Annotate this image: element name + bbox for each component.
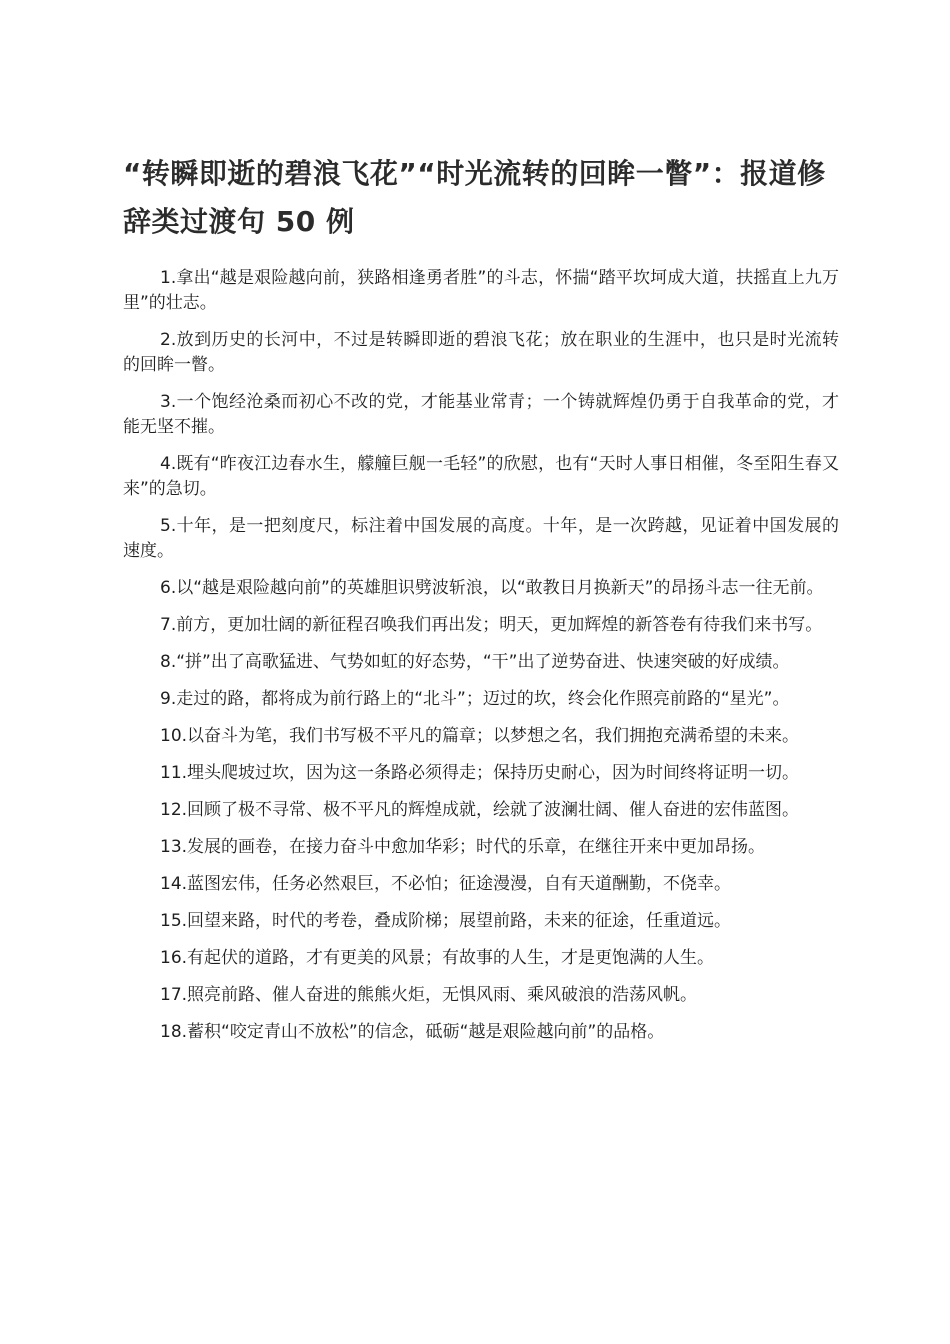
list-item: 10.以奋斗为笔，我们书写极不平凡的篇章；以梦想之名，我们拥抱充满希望的未来。 xyxy=(160,726,800,746)
list-item: 2.放到历史的长河中，不过是转瞬即逝的碧浪飞花；放在职业的生涯中，也只是时光流转的回眸一瞥。 xyxy=(123,330,839,375)
list-item: 5.十年，是一把刻度尺，标注着中国发展的高度。十年，是一次跨越，见证着中国发展的速度。 xyxy=(123,516,839,561)
item-list xyxy=(123,266,839,1045)
list-item: 4.既有“昨夜江边春水生，艨艟巨舰一毛轻”的欣慰，也有“天时人事日相催，冬至阳生春又来”的急切。 xyxy=(123,454,839,499)
list-item: 7.前方，更加壮阔的新征程召唤我们再出发；明天，更加辉煌的新答卷有待我们来书写。 xyxy=(160,615,823,635)
list-item: 9.走过的路，都将成为前行路上的“北斗”；迈过的坎，终会化作照亮前路的“星光”。 xyxy=(160,689,790,709)
list-item: 8.“拼”出了高歌猛进、气势如虹的好态势，“干”出了逆势奋进、快速突破的好成绩。 xyxy=(160,652,790,672)
list-item: 1.拿出“越是艰险越向前，狭路相逢勇者胜”的斗志，怀揣“踏平坎坷成大道，扶摇直上九万里”的壮志。 xyxy=(123,268,839,313)
list-item: 18.蓄积“咬定青山不放松”的信念，砥砺“越是艰险越向前”的品格。 xyxy=(160,1022,665,1042)
list-item: 16.有起伏的道路，才有更美的风景；有故事的人生，才是更饱满的人生。 xyxy=(160,948,715,968)
list-item: 13.发展的画卷，在接力奋斗中愈加华彩；时代的乐章，在继往开来中更加昂扬。 xyxy=(160,837,766,857)
list-item: 12.回顾了极不寻常、极不平凡的辉煌成就，绘就了波澜壮阔、催人奋进的宏伟蓝图。 xyxy=(160,800,800,820)
document-title: “转瞬即逝的碧浪飞花”“时光流转的回眸一瞥”：报道修辞类过渡句 50 例 xyxy=(123,157,826,238)
document-page xyxy=(123,150,839,1057)
list-item: 3.一个饱经沧桑而初心不改的党，才能基业常青；一个铸就辉煌仍勇于自我革命的党，才能无坚不摧。 xyxy=(123,392,839,437)
list-item: 6.以“越是艰险越向前”的英雄胆识劈波斩浪，以“敢教日月换新天”的昂扬斗志一往无前。 xyxy=(160,578,824,598)
list-item: 15.回望来路，时代的考卷，叠成阶梯；展望前路，未来的征途，任重道远。 xyxy=(160,911,732,931)
list-item: 17.照亮前路、催人奋进的熊熊火炬，无惧风雨、乘风破浪的浩荡风帆。 xyxy=(160,985,698,1005)
list-item: 11.埋头爬坡过坎，因为这一条路必须得走；保持历史耐心，因为时间终将证明一切。 xyxy=(160,763,800,783)
list-item: 14.蓝图宏伟，任务必然艰巨，不必怕；征途漫漫，自有天道酬勤，不侥幸。 xyxy=(160,874,732,894)
